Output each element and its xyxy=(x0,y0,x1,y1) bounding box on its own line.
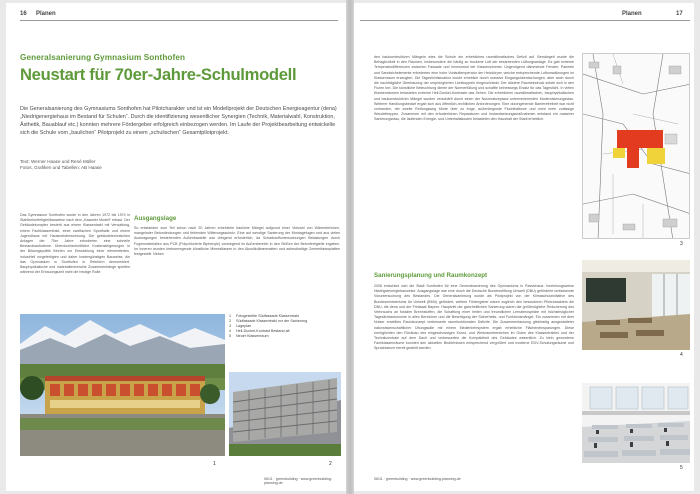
site-plan xyxy=(582,53,690,239)
left-page xyxy=(6,3,346,491)
footer-right: 06/11 · greenbuilding · www.greenbuilding-planning.de xyxy=(374,477,461,481)
photo-school-mountains xyxy=(20,314,225,456)
legend-item: 3 Lageplan xyxy=(229,324,252,328)
article-title: Neustart für 70er-Jahre-Schulmodell xyxy=(20,65,297,84)
photo-classroom-old xyxy=(582,260,690,350)
legend-item: 5 Neuer Klassenraum xyxy=(229,334,269,338)
footer-left: 06/11 · greenbuilding · www.greenbuilding-planning.de xyxy=(264,477,333,485)
body-column-2: So entstanden zum Teil schon nach 20 Jahren erhebliche bauliche Mängel aufgrund einer Vielzahl von Wärmebrücken, mangelnder Betondeckungen und fehlenden Witterungsschutz. Eine auf wendige Sanierung der Montagefugen und aus vielen Auskragungen bestehenden Außenbauteile war dringend erforderlich, da Schadstoffuntersuchungen Belastungen durch Fugenmaterialien aus PCB (Polychlorierte Biphenyle) vorwiegend im Außenbereich in den Stößen der Betonfertigteile ergaben. Im Inneren wurden krebserregende künstliche Mineralfasern in den Akustikdämmmatten und asbesthaltige Zementfaserplatten festgestellt. Neben xyxy=(134,226,340,257)
photo-building-before xyxy=(229,372,341,456)
page-number-left: 16 xyxy=(20,11,27,17)
article-kicker: Generalsanierung Gymnasium Sonthofen xyxy=(20,53,186,62)
subheading-sanierungsplanung: Sanierungsplanung und Raumkonzept xyxy=(374,272,488,279)
legend-item: 2 Südfassade Klassentrakt vor der Sanierung xyxy=(229,319,308,323)
subheading-ausgangslage: Ausgangslage xyxy=(134,215,177,222)
section-label-right: Planen xyxy=(622,11,642,17)
article-credit: Text: Werner Haase und René Müller Fotos, Grafiken und Tabellen: AB Haase xyxy=(20,159,102,171)
caption-site-plan: 3 xyxy=(680,241,683,247)
photo-classroom-new xyxy=(582,373,690,463)
right-page xyxy=(354,3,694,491)
page-spine xyxy=(346,0,354,494)
body-column-right-1: den baukonstruktiven Mängeln wies die Schule ein erhebliches raumklimatisches Defizit auf. Bemängelt wurde die Behaglichkeit in den Räumen, insbesondere die häufig zu trockene Luft der bestehenden Lüftungsanlage. Es gab extreme Temperaturdifferenzen zwischen Fassade und Innenwand der Klassenzimmer. Ungenügend dämmende Fenster, Paneele und Sandwichelemente erforderten eine hohe Vorlauftemperatur der Heizkörper, welche entsprechende Luftumwälzungen im Klassenraum erzeugten. Die Tageslichtsituation wurde erheblich durch massive Eingangsüberdachungen, aber auch durch die nachträgliche Überbauung der ursprünglichen Lichtkuppeln eingeschränkt. Der düstere Raumeindruck setzte sich in den Fluren fort. Die künstliche Beleuchtung diente der Normerfüllung und schaffte keineswegs Ersatz für das Tageslicht. In vielen Klassenräumen belasteten extreme Hell-Dunkel-Kontraste das Sehen. Die erheblichen raumklimatischen, bauphysikalischen und baukonstruktiven Mängel wurden verschärft durch einen der Nutzerakzeptanz unterminierenden Modernisierungsstau. Weiterer Handlungsbedarf ergab sich aus öffentlich-rechtlichen Anforderungen. Eine durchgehende Barrierefreiheit war nicht vorhanden, der zweite Rettungsweg führte über zu enge, außenliegende Fluchtbalkone und nicht mehr zulässige Wendeltreppen. Zusammen mit den erforderlichen Reparaturen und Instandsetzungsmaßnahmen entstand ein massiver Sanierungsstau, die laufenden Energie- und Unterhaltskosten belasteten den Haushalt der Stadt erheblich. xyxy=(374,55,574,122)
article-lead: Die Generalsanierung des Gymnasiums Sonthofen hat Pilotcharakter und ist ein Modellprojekt der Deutschen Energieagentur (dena) „Niedrigenergiehaus im Bestand für Schulen“. Durch die identifizierung wesentlicher Synergien (Technik, Materialwahl, Konstruktion, Ästhetik, Bauablauf etc.) konnten mehrere Fördergeber erfolgreich einbezogen werden. Im Laufe der Projektbearbeitung entwickelte sich die Schule vom „baulichen“ Pilotprojekt zu einem „schulischen“ Gesamtpilotprojekt. xyxy=(20,106,337,136)
header-rule-left xyxy=(20,20,338,21)
caption-photo-2: 2 xyxy=(329,461,332,467)
caption-photo-1: 1 xyxy=(213,461,216,467)
caption-photo-4: 4 xyxy=(680,352,683,358)
body-column-1: Das Gymnasium Sonthofen wurde in den Jahren 1972 bis 1974 in Stahlbetonfertigteilbauweise nach dem „Kasseler Modell“ erbaut. Der Gebäudekomplex besteht aus einem Klassentrakt mit Verwaltung, einem Fachklassentrakt, einer zweifachen Sporthalle und einem Jugendhaus mit Hausmeisterwohnung. Die gebäudetechnischen Anlagen der 70er Jahre erforderten eine schnelle Bestandsaufnahme. Überdurchschnittliche Kostensteigerungen in der Bildungspolitik führten zur Entwicklung einer elementierten, industriell vorgefertigten und daher kostengünstigen Bauweise, die das Gymnasium in Sonthofen in Reinform demonstriert. Bauphysikalische und materialtechnische Zusammenhänge spielten während der Erbauungszeit nicht die heutige Rolle. xyxy=(20,213,130,275)
page-number-right: 17 xyxy=(676,11,683,17)
header-rule-right xyxy=(360,20,690,21)
figure-legend xyxy=(229,314,339,339)
legend-item: 1 Fotogestellte Südfassade Klassentrakt xyxy=(229,314,299,318)
body-column-right-2: 2008 entschied sich die Stadt Sonthofen für eine Generalsanierung des Gymnasiums in Passivhaus- beziehungsweise Niedrigstenergiebauweise. Ausgangslage war eine durch die Deutsche Bundesstiftung Umwelt (DBU) geförderte umfassende Voruntersuchung des Bestandes. Die Generalsanierung wurde als Pilotprojekt von der Klimaschutzinitiative des Bundesministeriums für Umwelt (BMU) gefördert, weitere Fördergeber waren zugleich den besonderen Pilotcharakters die DBU, die dena und der Freistaat Bayern. Hauptziel der ganzheitlichen Sanierung waren die größtmögliche Reduzierung des Verbrauchs an fossilen Brennstoffen, die Schaffung einer hellen und freundlichen Lernatmosphäre mit höchstmöglicher Tageslichtautonomie in allen Bereichen und die Beseitigung der Sicherheits- und Funktionsmängel. Ein zusammen mit dem Nutzer erstelltes Raumkonzept verbesserte raumfunktionalen Defizite. Die Zusammenfassung gleichartig ausgestatteter naturwissenschaftlicher Übungssäle mit einem Medienlehrsystem ergab erhebliche Flächeneinsparungen. Diese ermöglichten den Rückbau des eingeschossigen Kunst- und Werkraumbereiches im Osten des Klassentraktes und der Technikzentrale auf dem Dach und verbesserten die Kompaktheit des Gebäudes wesentlich. Zu klein gewordene Fachklassenräume konnten den aktuellen Bedürfnissen entsprechend vergrößert und moderne EDV-Schulungsräume und Sprachlabore bereit gestellt werden. xyxy=(374,284,574,351)
section-label-left: Planen xyxy=(36,11,56,17)
caption-photo-5: 5 xyxy=(680,465,683,471)
legend-item: 4 Hell-Dunkel-Kontrast Bestand alt xyxy=(229,329,290,333)
